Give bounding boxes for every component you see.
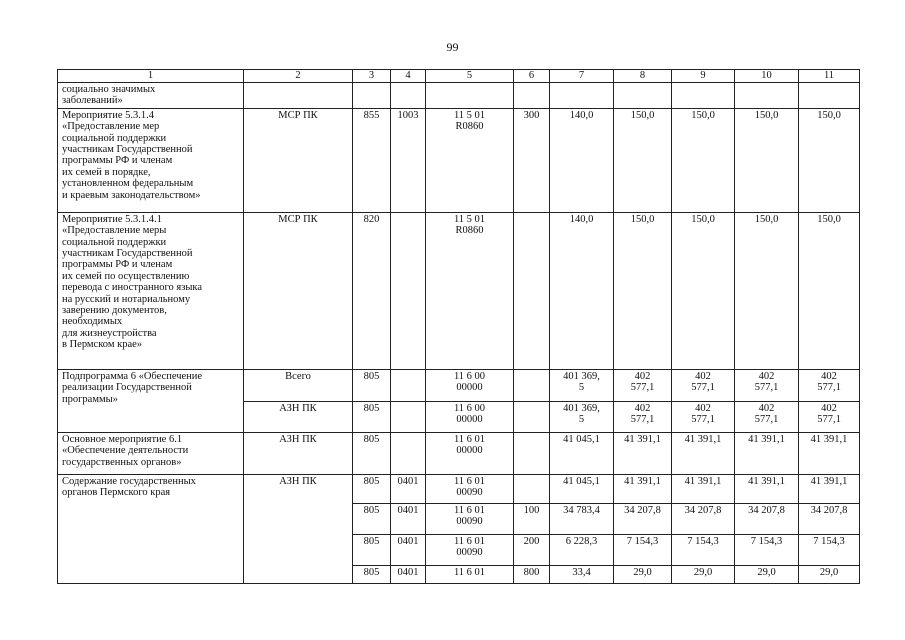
column-header: 5 [426,70,514,83]
value-cell: 150,0 [799,108,860,212]
value-cell: 34 207,8 [672,503,735,534]
value-cell: 41 391,1 [672,474,735,503]
table-row [58,212,860,369]
executor-cell [244,83,353,109]
executor-cell: АЗН ПК [244,401,353,432]
rzpr-cell [391,212,426,369]
csr-cell: 11 5 01 R0860 [426,212,514,369]
column-header: 7 [550,70,614,83]
column-header: 3 [353,70,391,83]
value-cell: 7 154,3 [672,534,735,565]
value-cell: 402 577,1 [672,369,735,401]
column-header-row [58,70,860,83]
vr-cell [514,401,550,432]
value-cell: 29,0 [799,565,860,583]
value-cell: 140,0 [550,212,614,369]
vr-cell [514,474,550,503]
csr-cell: 11 6 00 00000 [426,401,514,432]
value-cell: 41 391,1 [614,432,672,474]
value-cell: 150,0 [799,212,860,369]
value-cell: 41 391,1 [799,432,860,474]
table-row [58,369,860,401]
rzpr-cell [391,369,426,401]
grbs-cell [353,83,391,109]
vr-cell: 100 [514,503,550,534]
csr-cell: 11 6 01 00090 [426,474,514,503]
row-name-cell: Основное мероприятие 6.1 «Обеспечение деятельности государственных органов» [58,432,244,474]
value-cell: 150,0 [672,108,735,212]
value-cell: 402 577,1 [799,369,860,401]
vr-cell [514,369,550,401]
csr-cell: 11 6 01 00090 [426,503,514,534]
value-cell: 150,0 [614,212,672,369]
value-cell: 7 154,3 [799,534,860,565]
value-cell: 402 577,1 [799,401,860,432]
value-cell: 401 369, 5 [550,401,614,432]
value-cell: 402 577,1 [614,369,672,401]
vr-cell: 200 [514,534,550,565]
csr-cell: 11 6 01 [426,565,514,583]
row-name-cell: Мероприятие 5.3.1.4 «Предоставление мер социальной поддержки участникам Государственной программы РФ и членам их семей в порядке, установленном федеральным и краевым законодательством» [58,108,244,212]
executor-cell: МСР ПК [244,212,353,369]
row-name-cell: Мероприятие 5.3.1.4.1 «Предоставление меры социальной поддержки участникам Государственной программы РФ и членам их семей по осуществлению перевода с иностранного языка на русский и нотариальному заверению документов, необходимых для жизнеустройства в Пермском крае» [58,212,244,369]
csr-cell [426,83,514,109]
value-cell: 140,0 [550,108,614,212]
value-cell [735,83,799,109]
column-header: 1 [58,70,244,83]
column-header: 2 [244,70,353,83]
table-row [58,108,860,212]
value-cell [799,83,860,109]
rzpr-cell: 1003 [391,108,426,212]
value-cell: 33,4 [550,565,614,583]
csr-cell: 11 6 01 00090 [426,534,514,565]
column-header: 9 [672,70,735,83]
value-cell: 29,0 [735,565,799,583]
grbs-cell: 805 [353,503,391,534]
value-cell: 401 369, 5 [550,369,614,401]
rzpr-cell [391,401,426,432]
value-cell: 41 391,1 [614,474,672,503]
grbs-cell: 805 [353,432,391,474]
row-name-cell: социально значимых заболеваний» [58,83,244,109]
value-cell: 402 577,1 [735,369,799,401]
value-cell: 34 783,4 [550,503,614,534]
vr-cell [514,83,550,109]
row-name-cell: Подпрограмма 6 «Обеспечение реализации Государственной программы» [58,369,244,432]
value-cell [672,83,735,109]
csr-cell: 11 5 01 R0860 [426,108,514,212]
grbs-cell: 855 [353,108,391,212]
grbs-cell: 805 [353,401,391,432]
rzpr-cell: 0401 [391,565,426,583]
column-header: 4 [391,70,426,83]
csr-cell: 11 6 01 00000 [426,432,514,474]
executor-cell: Всего [244,369,353,401]
value-cell: 41 045,1 [550,474,614,503]
grbs-cell: 805 [353,369,391,401]
vr-cell [514,432,550,474]
column-header: 8 [614,70,672,83]
value-cell: 41 391,1 [672,432,735,474]
value-cell: 150,0 [735,212,799,369]
value-cell: 6 228,3 [550,534,614,565]
vr-cell [514,212,550,369]
value-cell: 34 207,8 [614,503,672,534]
value-cell: 402 577,1 [735,401,799,432]
value-cell [614,83,672,109]
value-cell: 41 391,1 [799,474,860,503]
value-cell: 29,0 [672,565,735,583]
value-cell: 41 391,1 [735,432,799,474]
csr-cell: 11 6 00 00000 [426,369,514,401]
value-cell: 29,0 [614,565,672,583]
column-header: 10 [735,70,799,83]
page-number: 99 [446,40,459,54]
value-cell: 402 577,1 [672,401,735,432]
value-cell [550,83,614,109]
grbs-cell: 805 [353,474,391,503]
grbs-cell: 820 [353,212,391,369]
grbs-cell: 805 [353,565,391,583]
value-cell: 150,0 [735,108,799,212]
grbs-cell: 805 [353,534,391,565]
rzpr-cell: 0401 [391,503,426,534]
value-cell: 34 207,8 [799,503,860,534]
value-cell: 150,0 [672,212,735,369]
table-row [58,474,860,503]
column-header: 11 [799,70,860,83]
column-header: 6 [514,70,550,83]
table-row [58,432,860,474]
value-cell: 7 154,3 [735,534,799,565]
rzpr-cell [391,432,426,474]
executor-cell: АЗН ПК [244,432,353,474]
budget-table [57,69,860,584]
value-cell: 7 154,3 [614,534,672,565]
value-cell: 402 577,1 [614,401,672,432]
value-cell: 41 391,1 [735,474,799,503]
vr-cell: 800 [514,565,550,583]
rzpr-cell: 0401 [391,534,426,565]
value-cell: 41 045,1 [550,432,614,474]
executor-cell: АЗН ПК [244,474,353,583]
rzpr-cell [391,83,426,109]
value-cell: 34 207,8 [735,503,799,534]
vr-cell: 300 [514,108,550,212]
executor-cell: МСР ПК [244,108,353,212]
table-row [58,83,860,109]
rzpr-cell: 0401 [391,474,426,503]
row-name-cell: Содержание государственных органов Пермского края [58,474,244,583]
value-cell: 150,0 [614,108,672,212]
